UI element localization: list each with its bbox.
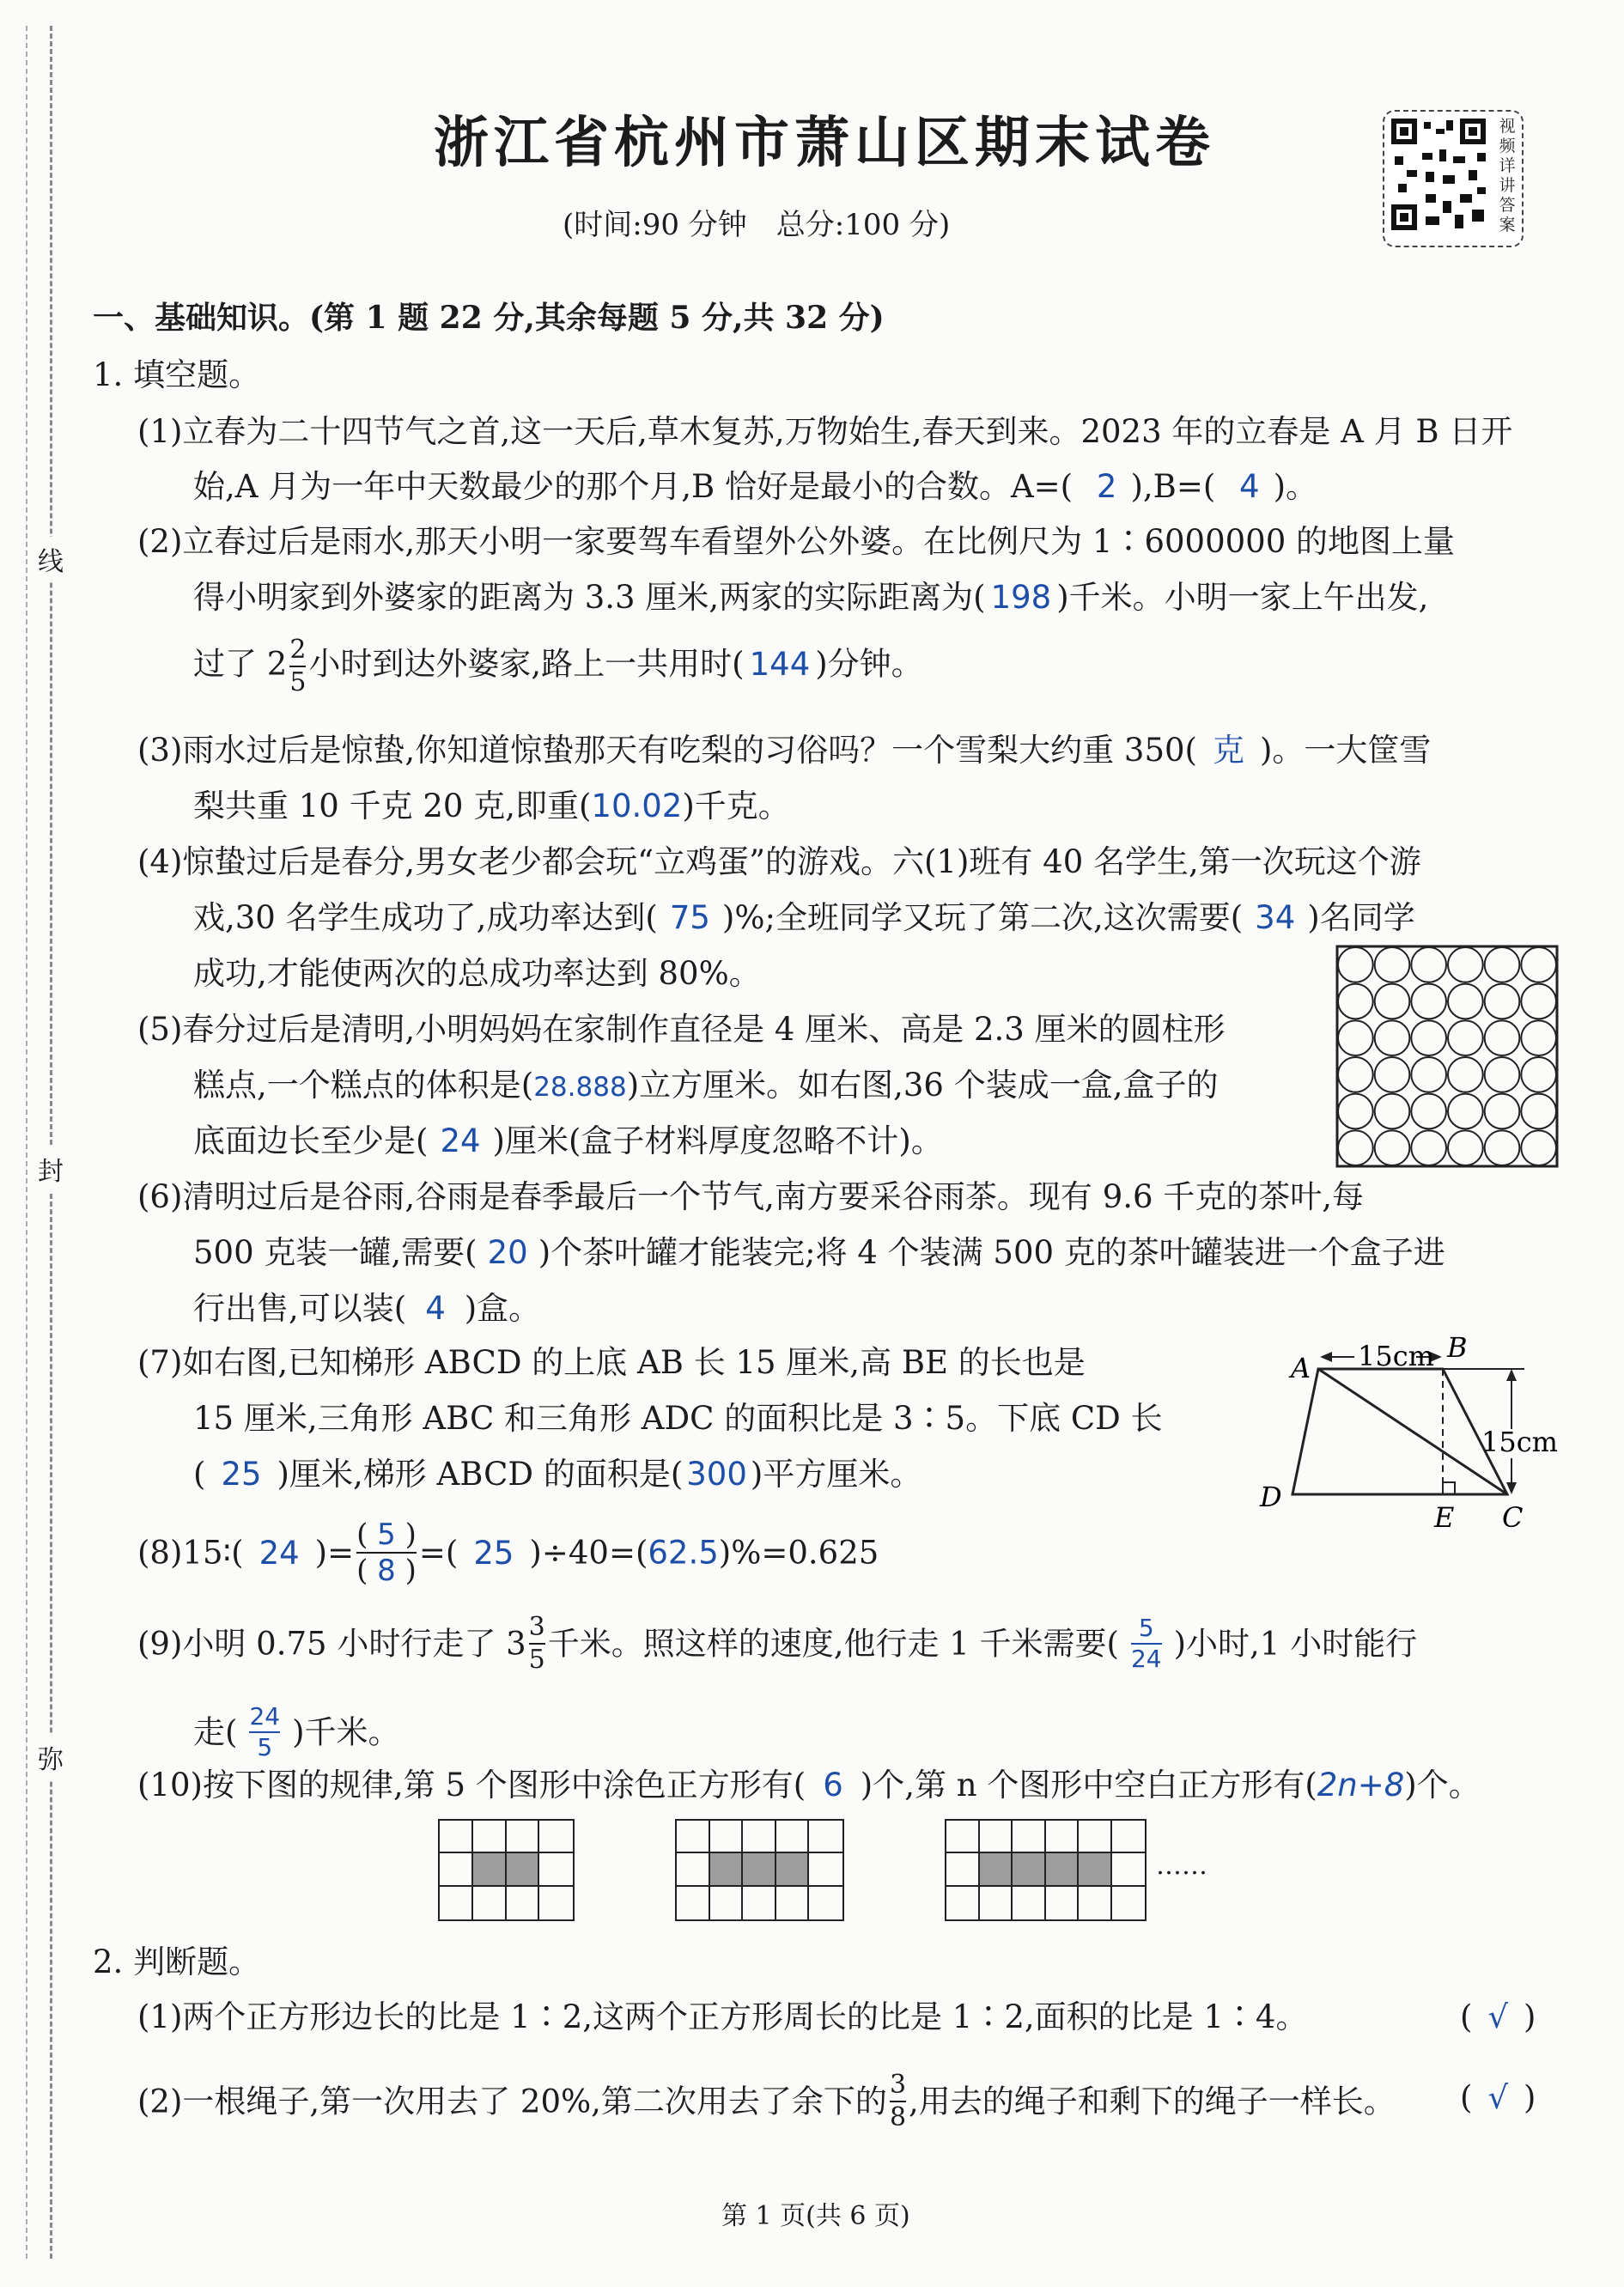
- binding-edge-outer: [26, 26, 27, 2259]
- pattern-figure-3: [945, 1819, 1147, 1921]
- box-circle: [1375, 947, 1410, 982]
- box-circle: [1448, 984, 1483, 1019]
- answer-blank: 75: [669, 899, 710, 936]
- page-number: 第 1 页(共 6 页): [721, 2201, 910, 2231]
- box-circle: [1411, 984, 1446, 1019]
- blank-square: [946, 1821, 980, 1853]
- exam-time-info: (时间:90 分钟 总分:100 分): [563, 208, 951, 242]
- q1-3-line1: (3)雨水过后是惊蛰,你知道惊蛰那天有吃梨的习俗吗？一个雪梨大约重 350( 克 )。一大筐雪: [137, 732, 1432, 769]
- blank-square: [980, 1887, 1013, 1919]
- box-circle: [1521, 1094, 1556, 1129]
- answer-blank: 2: [1096, 468, 1117, 505]
- box-circle: [1411, 947, 1446, 982]
- qr-code[interactable]: [1383, 110, 1524, 247]
- answer-check: √: [1487, 1998, 1509, 2035]
- trapezoid-figure: [1258, 1331, 1576, 1537]
- box-circle: [1338, 1094, 1373, 1129]
- shaded-square: [743, 1853, 776, 1886]
- q1-6-line3: 行出售,可以装( 4 )盒。: [193, 1290, 541, 1327]
- blank-square: [507, 1887, 540, 1919]
- answer-blank: 克: [1213, 732, 1244, 769]
- box-circle: [1448, 1094, 1483, 1129]
- blank-square: [1112, 1853, 1146, 1886]
- box-circle: [1521, 947, 1556, 982]
- blank-square: [677, 1887, 710, 1919]
- box-circle: [1521, 1020, 1556, 1055]
- blank-square: [980, 1821, 1013, 1853]
- q1-1-line2: 始,A 月为一年中天数最少的那个月,B 恰好是最小的合数。A=( 2 ),B=( 4 )。: [193, 468, 1318, 505]
- box-circle: [1375, 1057, 1410, 1092]
- box-circle: [1448, 947, 1483, 982]
- answer-blank: 25: [473, 1534, 514, 1572]
- box-circle: [1448, 1020, 1483, 1055]
- box-circle: [1375, 1130, 1410, 1165]
- trapezoid-height-label: 15cm: [1481, 1426, 1558, 1458]
- q1-1-line1: (1)立春为二十四节气之首,这一天后,草木复苏,万物始生,春天到来。2023 年的立春是 A 月 B 日开: [137, 413, 1513, 450]
- q1-10-line1: (10)按下图的规律,第 5 个图形中涂色正方形有( 6 )个,第 n 个图形中空白正方形有(2n+8)个。: [137, 1767, 1481, 1803]
- box-circle: [1485, 1020, 1520, 1055]
- q1-2-line1: (2)立春过后是雨水,那天小明一家要驾车看望外公外婆。在比例尺为 1∶6000000 的地图上量: [137, 523, 1456, 560]
- shaded-square: [1046, 1853, 1080, 1886]
- q1-7-line2: 15 厘米,三角形 ABC 和三角形 ADC 的面积比是 3∶5。下底 CD 长: [193, 1400, 1163, 1437]
- box-circle: [1375, 984, 1410, 1019]
- circle-box-figure: [1335, 945, 1559, 1168]
- binding-char-feng: 封: [38, 1147, 64, 1191]
- answer-blank: 4: [1239, 468, 1260, 505]
- vertex-c: C: [1502, 1501, 1524, 1534]
- pattern-figure-2: [675, 1819, 844, 1921]
- box-circle: [1375, 1094, 1410, 1129]
- q1-5-line1: (5)春分过后是清明,小明妈妈在家制作直径是 4 厘米、高是 2.3 厘米的圆柱形: [137, 1011, 1226, 1048]
- answer-blank: 198: [990, 579, 1052, 616]
- box-circle: [1485, 1057, 1520, 1092]
- answer-blank: 34: [1255, 899, 1296, 936]
- blank-square: [539, 1853, 573, 1886]
- answer-blank: 24: [440, 1122, 481, 1159]
- blank-square: [1013, 1821, 1046, 1853]
- blank-square: [776, 1887, 810, 1919]
- qr-code-icon: [1391, 119, 1494, 239]
- answer-blank: 20: [487, 1234, 528, 1271]
- q2-1-answer-box: ( √ ): [1460, 1998, 1536, 2035]
- box-circle: [1521, 984, 1556, 1019]
- box-circle: [1448, 1057, 1483, 1092]
- shaded-square: [1013, 1853, 1046, 1886]
- blank-square: [440, 1853, 473, 1886]
- answer-blank: $\frac{5}{24}$: [1130, 1614, 1162, 1673]
- q1-5-line3: 底面边长至少是( 24 )厘米(盒子材料厚度忽略不计)。: [193, 1122, 943, 1159]
- box-circle: [1338, 1130, 1373, 1165]
- box-circle: [1411, 1094, 1446, 1129]
- box-circle: [1411, 1057, 1446, 1092]
- answer-blank: 2n+8: [1317, 1767, 1405, 1803]
- q1-8-line: (8)15∶( 24 )= $\frac{( 5 )}{( 8 )}$ =( 25 )÷40=(62.5)%=0.625: [137, 1518, 879, 1588]
- answer-blank: 300: [686, 1456, 747, 1493]
- binding-line: [50, 26, 52, 2259]
- blank-square: [1046, 1887, 1080, 1919]
- box-circle: [1411, 1020, 1446, 1055]
- q1-2-line2: 得小明家到外婆家的距离为 3.3 厘米,两家的实际距离为( 198 )千米。小明一家上午出发,: [193, 579, 1429, 616]
- q1-6-line1: (6)清明过后是谷雨,谷雨是春季最后一个节气,南方要采谷雨茶。现有 9.6 千克的茶叶,每: [137, 1178, 1365, 1215]
- answer-check: √: [1487, 2079, 1509, 2116]
- q1-4-line1: (4)惊蛰过后是春分,男女老少都会玩“立鸡蛋”的游戏。六(1)班有 40 名学生,第一次玩这个游: [137, 843, 1421, 880]
- vertex-e: E: [1434, 1501, 1455, 1534]
- q1-9-line2: 走( $\frac{24}{5}$ )千米。: [193, 1702, 400, 1761]
- blank-square: [743, 1821, 776, 1853]
- box-circle: [1338, 1020, 1373, 1055]
- blank-square: [946, 1853, 980, 1886]
- q1-6-line2: 500 克装一罐,需要( 20 )个茶叶罐才能装完;将 4 个装满 500 克的茶叶罐装进一个盒子进: [193, 1234, 1445, 1271]
- answer-blank: 144: [749, 645, 811, 683]
- answer-blank: 25: [221, 1456, 262, 1493]
- blank-square: [473, 1821, 507, 1853]
- box-circle: [1485, 1094, 1520, 1129]
- blank-square: [1112, 1887, 1146, 1919]
- q2-1-text: (1)两个正方形边长的比是 1∶2,这两个正方形周长的比是 1∶2,面积的比是 1∶4。: [137, 1998, 1308, 2035]
- blank-square: [440, 1887, 473, 1919]
- q1-7-line1: (7)如右图,已知梯形 ABCD 的上底 AB 长 15 厘米,高 BE 的长也是: [137, 1344, 1086, 1381]
- pattern-ellipsis: ……: [1156, 1851, 1207, 1881]
- shaded-square: [980, 1853, 1013, 1886]
- box-circle: [1338, 984, 1373, 1019]
- binding-char-xian: 线: [38, 537, 64, 581]
- q1-4-line3: 成功,才能使两次的总成功率达到 80%。: [193, 955, 761, 992]
- q1-4-line2: 戏,30 名学生成功了,成功率达到( 75 )%;全班同学又玩了第二次,这次需要( 34 )名同学: [193, 899, 1415, 936]
- q1-5-line2: 糕点,一个糕点的体积是(28.888)立方厘米。如右图,36 个装成一盒,盒子的: [193, 1067, 1219, 1104]
- answer-blank: 10.02: [591, 788, 683, 824]
- box-circle: [1338, 947, 1373, 982]
- section-heading: 一、基础知识。(第 1 题 22 分,其余每题 5 分,共 32 分): [93, 300, 885, 336]
- box-circle: [1411, 1130, 1446, 1165]
- question-2-title: 2. 判断题。: [93, 1943, 261, 1980]
- box-circle: [1448, 1130, 1483, 1165]
- shaded-square: [473, 1853, 507, 1886]
- answer-blank: 62.5: [648, 1534, 719, 1572]
- q1-7-line3: ( 25 )厘米,梯形 ABCD 的面积是( 300 )平方厘米。: [193, 1456, 922, 1493]
- q2-2-answer-box: ( √ ): [1460, 2079, 1536, 2116]
- box-circle: [1485, 1130, 1520, 1165]
- q2-2-text: (2)一根绳子,第一次用去了 20%,第二次用去了余下的 $\frac{3}{8}$ ,用去的绳子和剩下的绳子一样长。: [137, 2070, 1396, 2132]
- shaded-square: [710, 1853, 744, 1886]
- answer-blank: 5: [377, 1518, 396, 1552]
- shaded-square: [1079, 1853, 1112, 1886]
- vertex-d: D: [1260, 1481, 1282, 1513]
- blank-square: [946, 1887, 980, 1919]
- blank-square: [539, 1821, 573, 1853]
- blank-square: [776, 1821, 810, 1853]
- blank-square: [1013, 1887, 1046, 1919]
- blank-square: [1112, 1821, 1146, 1853]
- blank-square: [1046, 1821, 1080, 1853]
- box-circle: [1375, 1020, 1410, 1055]
- binding-char-mi: 弥: [38, 1735, 64, 1779]
- blank-square: [743, 1887, 776, 1919]
- pattern-figure-1: [438, 1819, 575, 1921]
- blank-square: [809, 1853, 842, 1886]
- answer-blank: 4: [425, 1290, 446, 1327]
- blank-square: [473, 1887, 507, 1919]
- blank-square: [710, 1887, 744, 1919]
- blank-square: [677, 1821, 710, 1853]
- q1-3-line2: 梨共重 10 千克 20 克,即重(10.02)千克。: [193, 788, 790, 824]
- blank-square: [1079, 1821, 1112, 1853]
- answer-blank: 28.888: [533, 1072, 627, 1103]
- answer-blank: 8: [377, 1554, 396, 1588]
- answer-blank: 6: [823, 1767, 843, 1803]
- qr-label: 视 频 详 讲 答 案: [1499, 117, 1516, 234]
- blank-square: [809, 1821, 842, 1853]
- box-circle: [1485, 947, 1520, 982]
- vertex-b: B: [1447, 1331, 1468, 1364]
- shaded-square: [507, 1853, 540, 1886]
- shaded-square: [776, 1853, 810, 1886]
- page-title: 浙江省杭州市萧山区期末试卷: [434, 111, 1215, 175]
- box-circle: [1521, 1130, 1556, 1165]
- blank-square: [539, 1887, 573, 1919]
- answer-blank: 24: [259, 1534, 300, 1572]
- blank-square: [440, 1821, 473, 1853]
- answer-blank: $\frac{24}{5}$: [249, 1702, 281, 1761]
- box-circle: [1338, 1057, 1373, 1092]
- box-circle: [1485, 984, 1520, 1019]
- q1-2-line3: 过了 2 $\frac{2}{5}$ 小时到达外婆家,路上一共用时( 144 )分钟。: [193, 635, 923, 697]
- blank-square: [507, 1821, 540, 1853]
- trapezoid-top-label: 15cm: [1358, 1340, 1434, 1372]
- box-circle: [1521, 1057, 1556, 1092]
- blank-square: [809, 1887, 842, 1919]
- blank-square: [1079, 1887, 1112, 1919]
- vertex-a: A: [1291, 1352, 1311, 1384]
- q1-9-line1: (9)小明 0.75 小时行走了 3 $\frac{3}{5}$ 千米。照这样的速度,他行走 1 千米需要( $\frac{5}{24}$ )小时,1 小时能行: [137, 1612, 1418, 1675]
- blank-square: [710, 1821, 744, 1853]
- blank-square: [677, 1853, 710, 1886]
- question-1-title: 1. 填空题。: [93, 356, 261, 393]
